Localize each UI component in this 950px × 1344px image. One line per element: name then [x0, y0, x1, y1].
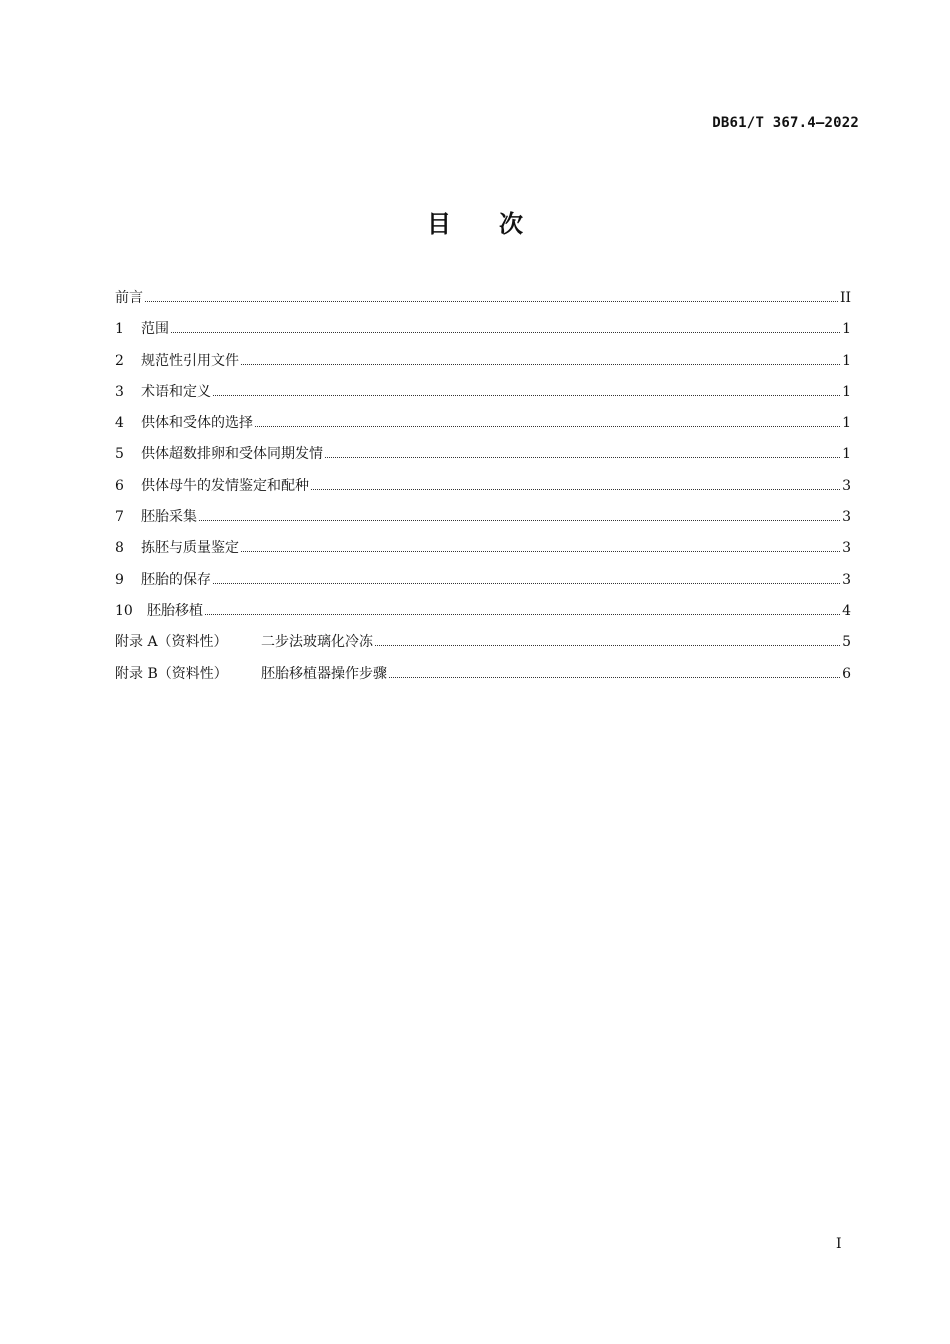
page-title: 目次 — [427, 210, 571, 238]
table-of-contents — [115, 287, 851, 694]
toc-entry-number: 3 — [115, 383, 124, 400]
toc-entry-page: II — [839, 290, 851, 306]
toc-entry-label: 二步法玻璃化冷冻 — [261, 634, 373, 651]
toc-entry-page: 6 — [842, 665, 851, 682]
toc-entry-number: 2 — [115, 352, 124, 369]
toc-entry-number: 5 — [115, 446, 124, 463]
toc-appendix-prefix: 附录 B（资料性） — [115, 665, 228, 682]
toc-entry-page: 1 — [842, 321, 851, 338]
toc-entry-label: 拣胚与质量鉴定 — [141, 540, 239, 557]
toc-entry-number: 8 — [115, 540, 124, 557]
dot-leader — [311, 488, 840, 490]
toc-entry-label: 胚胎移植 — [147, 602, 203, 619]
dot-leader — [171, 331, 840, 333]
toc-entry-label: 术语和定义 — [141, 383, 211, 400]
toc-entry-page: 1 — [842, 383, 851, 400]
toc-entry-7[interactable] — [115, 506, 851, 537]
toc-entry-1[interactable] — [115, 318, 851, 349]
toc-entry-page: 1 — [842, 352, 851, 369]
toc-entry-page: 3 — [842, 477, 851, 494]
toc-entry-label: 胚胎移植器操作步骤 — [261, 665, 387, 682]
toc-entry-label: 供体超数排卵和受体同期发情 — [141, 446, 323, 463]
toc-entry-10[interactable] — [115, 600, 851, 631]
toc-entry-label: 供体和受体的选择 — [141, 415, 253, 432]
toc-entry-6[interactable] — [115, 475, 851, 506]
toc-entry-3[interactable] — [115, 381, 851, 412]
dot-leader — [255, 425, 840, 427]
toc-entry-number: 9 — [115, 571, 124, 588]
toc-entry-label: 规范性引用文件 — [141, 352, 239, 369]
toc-entry-page: 1 — [842, 446, 851, 463]
toc-entry-number: 7 — [115, 509, 124, 526]
page-number: I — [836, 1236, 842, 1252]
toc-entry-page: 1 — [842, 415, 851, 432]
dot-leader — [205, 613, 840, 615]
toc-entry-number: 4 — [115, 415, 124, 432]
dot-leader — [213, 394, 840, 396]
toc-entry-label: 前言 — [115, 290, 143, 306]
toc-entry-page: 5 — [842, 634, 851, 651]
toc-entry-appendix-b[interactable] — [115, 663, 851, 694]
toc-entry-2[interactable] — [115, 350, 851, 381]
dot-leader — [325, 456, 840, 458]
toc-entry-foreword[interactable] — [115, 287, 851, 318]
toc-entry-page: 4 — [842, 602, 851, 619]
dot-leader — [389, 676, 840, 678]
toc-entry-8[interactable] — [115, 537, 851, 568]
dot-leader — [145, 300, 838, 302]
toc-entry-4[interactable] — [115, 412, 851, 443]
toc-entry-page: 3 — [842, 509, 851, 526]
toc-entry-label: 胚胎采集 — [141, 509, 197, 526]
toc-entry-9[interactable] — [115, 569, 851, 600]
dot-leader — [241, 363, 840, 365]
toc-entry-label: 胚胎的保存 — [141, 571, 211, 588]
toc-entry-label: 供体母牛的发情鉴定和配种 — [141, 477, 309, 494]
toc-entry-label: 范围 — [141, 321, 169, 338]
toc-entry-5[interactable] — [115, 443, 851, 474]
toc-entry-number: 6 — [115, 477, 124, 494]
document-code: DB61/T 367.4—2022 — [712, 115, 859, 131]
dot-leader — [199, 519, 840, 521]
toc-entry-number: 1 — [115, 321, 124, 338]
dot-leader — [213, 582, 840, 584]
toc-appendix-prefix: 附录 A（资料性） — [115, 634, 228, 651]
dot-leader — [375, 644, 840, 646]
dot-leader — [241, 550, 840, 552]
toc-entry-page: 3 — [842, 540, 851, 557]
toc-entry-page: 3 — [842, 571, 851, 588]
toc-entry-appendix-a[interactable] — [115, 631, 851, 662]
toc-entry-number: 10 — [115, 602, 133, 619]
